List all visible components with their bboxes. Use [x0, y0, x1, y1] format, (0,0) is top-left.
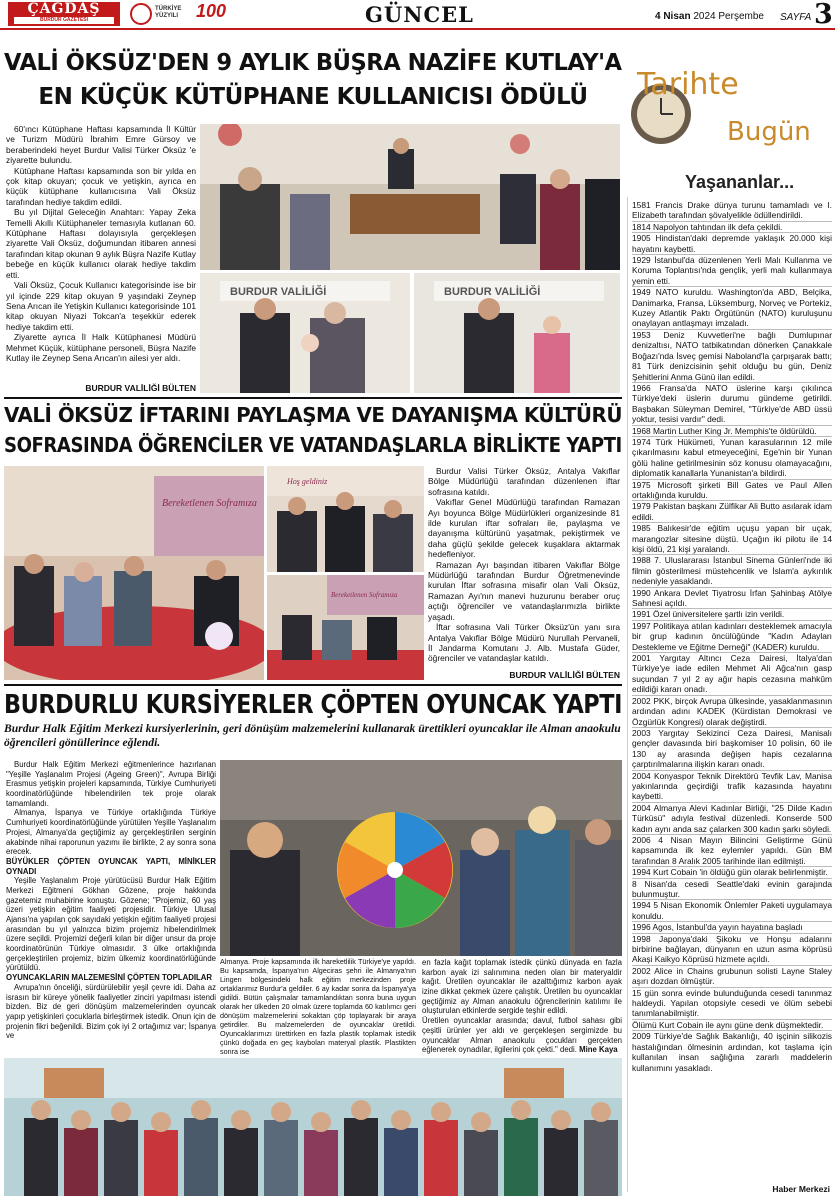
story1-paragraph: Vali Öksüz, Çocuk Kullanıcı kategorisinde ise bir yıl içinde 229 kitap okuyan 9 yaşındaki Zeynep Sena Arıcan ile Yetişkin Kullanıcı kategorisinde 101 kitap okuyan Niyazi Tokcan'a teşekkür ederek hediye takdim etti. [6, 280, 196, 332]
story1-photo-meeting[interactable] [200, 124, 620, 270]
anniversary-logo [196, 1, 246, 27]
story1-sign-1: BURDUR VALİLİĞİ [230, 286, 327, 298]
story2-body [428, 466, 620, 664]
tarihte-bugun-banner [627, 42, 833, 197]
story3-paragraph: Burdur Halk Eğitim Merkezi eğitmenlerince hazırlanan "Yeşille Yaşlanalım Projesi (Ageing Green)", Avrupa Birliği Erasmus yetişkin projeleri kapsamında, Türkiye Cumhuriyeti koordinatörlüğünde hibelendirilen tek proje olarak tamamlandı. [6, 760, 216, 808]
history-event: 1968 Martin Luther King Jr. Memphis'te öldürüldü. [632, 425, 832, 436]
masthead [0, 0, 835, 30]
story1-credit: BURDUR VALİLİĞİ BÜLTEN [85, 383, 196, 393]
story3-paragraph: Yeşille Yaşlanalım Proje yürütücüsü Burdur Halk Eğitim Merkezi Eğitmeni Gökhan Gözene, proje hakkında gazetemiz muhabirine konuştu. Gözene; "Projemiz, 60 yaş üzeri yetişkin eğitim faaliyeti projesidir. Türkiye Ulusal Ajansı'na yapılan çok sayıdaki yetişkin eğitim faaliyeti projesi arasından bu yıl yalnızca bizim projemiz hibelendirilmek üzere seçildi. Projemizi değerli kılan bir diğer unsur da proje koordinatörünün Türkiye olmasıdır. 3 ülke ortaklığında gerçekleştirilen projemiz, bizim ülkemiz koordinatörlüğünde yürütüldü. [6, 876, 216, 973]
story3-photo-group[interactable] [4, 1058, 622, 1196]
history-event: 1996 Agos, İstanbul'da yayın hayatına başladı [632, 921, 832, 932]
story2-paragraph: İftar sofrasına Vali Türker Öksüz'ün yanı sıra Antalya Vakıflar Bölge Müdürü Nurullah Pervaneli, İl Jandarma Komutanı J. Alb. Mustafa Güder, öğrenciler ve vatandaşlar katıldı. [428, 622, 620, 664]
story1-body [6, 124, 196, 363]
history-event: 15 gün sonra evinde bulunduğunda cesedi tanınmaz haldeydi. Yapılan otopsiyle cesedi ve ölüm sebebi tanımlanabilmiştir. [632, 987, 832, 1019]
turkiye-yuzyili-logo [130, 3, 188, 25]
history-event: 2002 PKK, birçok Avrupa ülkesinde, yasaklanmasının ardından adını KADEK (Kürdistan Demokrasi ve Özgürlük Kongresi) olarak değiştirdi. [632, 695, 832, 727]
history-event: 1998 Japonya'daki Şikoku ve Honşu adalarını birbirine bağlayan, dünyanın en uzun asma köprüsü Akaşi Kaikyo Köprüsü hizmete açıldı. [632, 933, 832, 965]
history-event: 1997 Politikaya atılan kadınları desteklemek amacıyla bir grup kadının öncülüğünde "Kadın Adayları Destekleme ve Eğitme Derneği" (KADER) kuruldu. [632, 620, 832, 652]
history-event: 8 Nisan'da cesedi Seattle'daki evinin garajında bulunmuştur. [632, 878, 832, 899]
story2-photo-iftar-table[interactable] [4, 466, 264, 680]
tarihte-bugun-header [627, 42, 833, 197]
story3-credit: Mine Kaya [579, 1045, 618, 1055]
story3-photo-toy-wheel[interactable] [220, 760, 622, 956]
history-event: 1985 Balıkesir'de eğitim uçuşu yapan bir uçak, marangozlar sitesine düştü. Uçağın iki pilotu ile 14 kişi öldü, 21 kişi yaralandı. [632, 523, 832, 554]
story1-photo-award-girl[interactable] [414, 273, 620, 393]
history-event: 2002 Alice in Chains grubunun solisti Layne Staley aşırı dozdan ölmüştür. [632, 965, 832, 987]
history-event: 1988 7. Uluslararası İstanbul Sinema Günleri'nde iki filmin gösterilmesi müstehcenlik ve İslam'a aykırılık nedeniyle yasaklandı. [632, 555, 832, 587]
history-event: 1966 Fransa'da NATO üslerine karşı çıkılınca Türkiye'deki üslerin durumu gündeme getirildi. Başbakan Süleyman Demirel, "Türkiye'de ABD üssü yoktur, tesisi vardır" dedi. [632, 382, 832, 425]
story2-banner-3: Bereketlenen Soframıza [331, 591, 398, 599]
column-divider [627, 42, 628, 1192]
story1-headline-line1: VALİ ÖKSÜZ'DEN 9 AYLIK BÜŞRA NAZİFE KUTLAY'A [4, 50, 622, 76]
history-event: 2009 Türkiye'de Sağlık Bakanlığı, 40 işçinin silikozis hastalığından ölmesinin ardından, kot taşlama için kullanılan insan sağlığına zararlı maddelerin kullanımını yasakladı. [632, 1031, 832, 1073]
story2-banner-2: Hoş geldiniz [287, 477, 328, 486]
story2-separator [4, 684, 622, 686]
story2-credit: BURDUR VALİLİĞİ BÜLTEN [509, 670, 620, 680]
history-event: 1994 Kurt Cobain 'in öldüğü gün olarak belirlenmiştir. [632, 866, 832, 877]
history-event: 1994 5 Nisan Ekonomik Önlemler Paketi uygulamaya konuldu. [632, 900, 832, 921]
history-event: 1581 Francis Drake dünya turunu tamamladı ve I. Elizabeth tarafından şövalyelikle ödüllendirildi. [632, 200, 832, 221]
story2-paragraph: Ramazan Ayı başından itibaren Vakıflar Bölge Müdürlüğü tarafından Burdur Öğretmenevinde kurulan İftar sofrasına misafir olan Vali Öksüz, Ramazan Ayı'nın manevi huzurunu beraber oruç açtığı öğrenciler ve vatandaşlarımızla birlikte yaşadı. [428, 559, 620, 622]
story2-banner-1: Bereketlenen Soframıza [162, 498, 257, 509]
history-event: 1975 Microsoft şirketi Bill Gates ve Paul Allen ortaklığında kuruldu. [632, 479, 832, 500]
story3-subhead: BÜYÜKLER ÇÖPTEN OYUNCAK YAPTI, MİNİKLER OYNADI [6, 856, 216, 876]
story2-photo-officials[interactable] [267, 466, 424, 572]
story2-headline-line2: SOFRASINDA ÖĞRENCİLER VE VATANDAŞLARLA BİRLİKTE YAPTI [4, 433, 622, 457]
story3-deck: Burdur Halk Eğitim Merkezi kursiyerlerinin, geri dönüşüm malzemelerini kullanarak ürettikleri oyuncaklar ile Alman anaokulu öğrencileri gönüllerince eğlendi. [4, 722, 621, 749]
page-number: 3 [814, 0, 833, 30]
history-event: Ölümü Kurt Cobain ile aynı güne denk düşmektedir. [632, 1019, 832, 1030]
newspaper-logo[interactable] [8, 2, 120, 26]
story2-paragraph: Vakıflar Genel Müdürlüğü tarafından Ramazan Ayı boyunca Bölge Müdürlükleri organizesinde 81 ilde kurulan iftar sofraları ile, paylaşma ve dayanışma kültürünü yaşatmak, pekiştirmek ve daha güçlü şekilde gelecek kuşaklara aktarmak hedefleniyor. [428, 497, 620, 560]
history-event: 2003 Yargıtay Sekizinci Ceza Dairesi, Manisalı gençler davasında biri başkomiser 10 polisin, 60 ile 130 ay arasında değişen hapis cezalarına çarptırılmalarına ilişkin kararı onadı. [632, 727, 832, 770]
story2-paragraph: Burdur Valisi Türker Öksüz, Antalya Vakıflar Bölge Müdürlüğü tarafından düzenlenen iftar sofrasına katıldı. [428, 466, 620, 497]
anniversary-number: 100 [196, 1, 227, 21]
date-day: 4 Nisan [655, 11, 691, 22]
sidebar-title-1: Tarihte [637, 67, 739, 102]
section-title: GÜNCEL [365, 2, 474, 27]
sidebar-credit: Haber Merkezi [772, 1184, 830, 1194]
story3-column-1 [6, 760, 216, 1041]
story1-photo-award-baby[interactable] [200, 273, 410, 393]
story3-column-3 [422, 958, 622, 1055]
logo-text: ÇAĞDAŞ [27, 1, 101, 17]
issue-date [655, 11, 764, 22]
story1-separator [4, 397, 622, 399]
logo-subtitle: BURDUR GAZETESİ [14, 17, 114, 24]
date-rest: 2024 Perşembe [693, 11, 764, 22]
history-event: 2004 Konyaspor Teknik Direktörü Tevfik Lav, Manisa yakınlarında geçirdiği trafik kazasında hayatını kaybetti. [632, 770, 832, 802]
history-event: 1905 Hindistan'daki depremde yaklaşık 20.000 kişi hayatını kaybetti. [632, 233, 832, 254]
story2-headline-line1: VALİ ÖKSÜZ İFTARINI PAYLAŞMA VE DAYANIŞMA KÜLTÜRÜ [4, 403, 622, 427]
history-event: 2006 4 Nisan Mayın Bilincini Geliştirme Günü kapsamında ilk kez eylemler yapıldı. Gün BM tarafından 8 Aralık 2005 tarihinde ilan edilmişti. [632, 834, 832, 866]
history-event: 1979 Pakistan başkanı Zülfikar Ali Butto asılarak idam edildi. [632, 501, 832, 522]
story1-headline[interactable] [4, 46, 622, 114]
story1-paragraph: Kütüphane Haftası kapsamında son bir yılda en çok kitap okuyan; çocuk ve yetişkin, ayrıca en küçük kütüphane kullanıcısına Vali Öksüz tarafından hediye takdim edildi. [6, 165, 196, 207]
page-label: SAYFA [780, 12, 812, 23]
story3-paragraph: Avrupa'nın önceliği, sürdürülebilir yeşil çevre idi. Daha az israsın bir küreye yönelik faaliyetler zinciri yapılması istendi bizden. Biz de geri dönüşüm malzemelerinden oyuncak yapıp yetişkinleri çocuklarla birleştirmek istedik. Onun için de projenin fikri beğenildi. Bizim çok iyi 2 ortağımız var; İspanya ve [6, 982, 216, 1041]
turkiye-logo-icon [130, 3, 152, 25]
history-event: 1991 Özel üniversitelere şartlı izin verildi. [632, 608, 832, 619]
story2-photo-guests[interactable] [267, 575, 424, 680]
history-event: 1814 Napolyon tahtından ilk defa çekildi. [632, 221, 832, 232]
story3-subhead: OYUNCAKLARIN MALZEMESİNİ ÇÖPTEN TOPLADILAR [6, 973, 213, 983]
story1-paragraph: Ziyarette ayrıca İl Halk Kütüphanesi Müdürü Mehmet Küçük, kütüphane personeli, Büşra Nazife Kutlay ile Zeynep Sena Arıcan'ın ailesi yer aldı. [6, 332, 196, 363]
turkiye-logo-text: TÜRKİYE YÜZYILI [155, 6, 182, 19]
story3-column-3-text: en fazla kağıt toplamak istedik çünkü dünyada en fazla karbon ayak izi salınımına neden olan bir materyaldir kağıt. Üretilen oyuncaklar ile azalttığımız karbon ayak izine dikkat çekmek üzere çalıştık. Üretilen bu oyuncaklar geçtiğimiz ay Alman anaokulu öğrencilerinin katılımı ile oluşturulan etkinlerde sergide teşhir edildi. Üretilen oyuncaklar arasında; davul, futbol sahası gibi çeşitli ürünler yer aldı ve gerçekleşen sergimizde bu oyuncaklar Alman anaokulu çocukları gerçekten eğlenerek oynadılar, ilgilerini çok çekti." dedi. [422, 958, 622, 1055]
sidebar-subtitle: Yaşananlar... [685, 172, 795, 192]
history-event: 1929 İstanbul'da düzenlenen Yerli Malı Kullanma ve Koruma Toplantısı'nda gençlik, yerli malı kullanmaya yemin etti. [632, 255, 832, 286]
story3-headline[interactable]: BURDURLU KURSİYERLER ÇÖPTEN OYUNCAK YAPTI [4, 690, 622, 720]
story1-headline-line2: EN KÜÇÜK KÜTÜPHANE KULLANICISI ÖDÜLÜ [38, 84, 588, 110]
sidebar-title-2: Bugün [727, 117, 811, 147]
story1-paragraph: 60'ıncı Kütüphane Haftası kapsamında İl Kültür ve Turizm Müdürü İbrahim Emre Gürsoy ve beraberindeki heyet Burdur Valisi Türker Öksüz 'e ziyarette bulundu. [6, 124, 196, 166]
tarihte-bugun-list [632, 200, 832, 1073]
history-event: 1953 Deniz Kuvvetleri'ne bağlı Dumlupınar denizaltısı, NATO tatbikatından dönerken Çanakkale Boğazı'nda İsveç gemisi Naboland'la çarpışarak battı; 81 Türk denizcisinin şehit olduğu bu gün, Deniz Şehitlerini Anma Günü ilan edildi. [632, 329, 832, 382]
story3-column-2: Almanya. Proje kapsamında ilk hareketlilik Türkiye'ye yapıldı. Bu kapsamda, İspanya'nın Algeciras şehri ile Almanya'nın Lingen bölgesindeki halk eğitim merkezinden proje ortaklarımız Burdur'a geldiler. 6 ay kadar sonra da İspanya'ya gidildi. Bütün çalışmalar tamamlandıktan sonra buna uygun olarak her ülkeden 20 olmak üzere toplamda 60 katılımcı geri dönüşüm malzemelerini sokaktan çöp toplayarak bir araya getirdiler. Bu malzemelerden de oyuncaklar üretildi. Oyuncaklarımızı ürettirken en fazla plastik toplamak istedik çünkü doğada en geç kaybolan materyal plastik. Plastikten sonra ise [220, 957, 416, 1056]
story2-headline[interactable] [4, 400, 622, 460]
history-event: 2004 Almanya Alevi Kadınlar Birliği, "25 Dilde Kadın Türküsü" adıyla festival düzenledi. Konserde 500 kadın aynı anda saz çalarken 300 kadın şarkı söyledi. [632, 802, 832, 834]
history-event: 1974 Türk Hükümeti, Yunan karasularının 12 mile çıkarılmasını kabul etmeyeceğini, Ege'nin bir Yunan gölü haline getirilmesinin söz konusu olamayacağını, diplomatik kanallarla Yunanistan'a bildirdi. [632, 436, 832, 479]
story3-paragraph: Almanya, İspanya ve Türkiye ortaklığında Türkiye Cumhuriyeti koordinatörlüğünde yürütülen Yeşille Yaşlanalım Projesi, Almanya'da geçtiğimiz ay gerçekleştirilen serginin akabinde nihai raporunun yazımı ile birlikte, 2 ay sonra sona erecek. [6, 808, 216, 857]
history-event: 1990 Ankara Devlet Tiyatrosu İrfan Şahinbaş Atölye Sahnesi açıldı. [632, 587, 832, 609]
history-event: 1949 NATO kuruldu. Washington'da ABD, Belçika, Danimarka, Fransa, Lüksemburg, Norveç ve Portekiz, Kuzey Atlantik Paktı Örgütünün (NATO) kuruluşunu onaylayan antlaşmayı imzaladı. [632, 287, 832, 329]
story1-paragraph: Bu yıl Dijital Geleceğin Anahtarı: Yapay Zeka Temelli Akıllı Kütüphaneler temasıyla kutlanan 60. Kütüphane Haftası dolayısıyla gerçekleşen ziyarette Vali Öksüz, doğumundan itibaren annesi tarafından kitap okunan 9 aylık Büşra Nazife Kutlay bebeğe en küçük kullanıcı olarak hediye takdim etti. [6, 207, 196, 280]
history-event: 2001 Yargıtay Altıncı Ceza Dairesi, İtalya'dan Türkiye'ye iade edilen Mehmet Ali Ağca'nın gasp suçundan 7 yıl 2 ay ağır hapis cezasına mahkûm edildiği kararı onadı. [632, 653, 832, 695]
story1-sign-2: BURDUR VALİLİĞİ [444, 286, 541, 298]
